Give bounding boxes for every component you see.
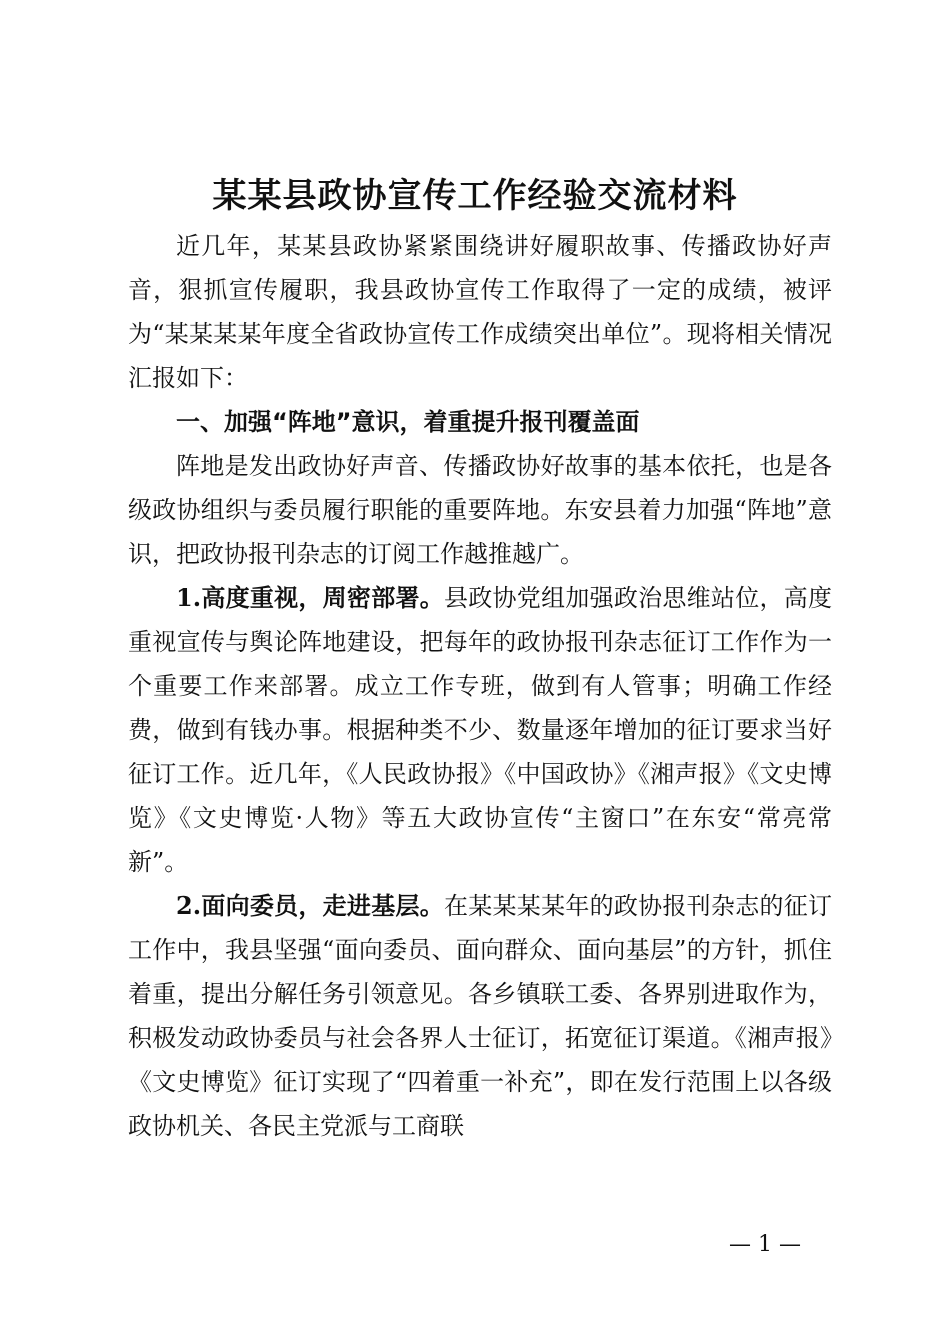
point-lead: 1.高度重视，周密部署。 [176, 583, 444, 612]
paragraph-text: 县政协党组加强政治思维站位，高度重视宣传与舆论阵地建设，把每年的政协报刊杂志征订工作作为一个重要工作来部署。成立工作专班，做到有人管事；明确工作经费，做到有钱办事。根据种类不少、数量逐年增加的征订要求当好征订工作。近几年，《人民政协报》《中国政协》《湘声报》《文史博览》《文史博览·人物》等五大政协宣传“主窗口”在东安“常亮常新”。 [128, 584, 833, 876]
paragraph-text: 近几年，某某县政协紧紧围绕讲好履职故事、传播政协好声音，狠抓宣传履职，我县政协宣传工作取得了一定的成绩，被评为“某某某某年度全省政协宣传工作成绩突出单位”。现将相关情况汇报如下： [128, 232, 832, 392]
document-title: 某某县政协宣传工作经验交流材料 [212, 176, 738, 216]
section-heading-text: 一、加强“阵地”意识，着重提升报刊覆盖面 [176, 408, 640, 436]
paragraph-intro [128, 224, 832, 400]
paragraph-point-1 [128, 576, 832, 884]
page-number: — 1 — [729, 1232, 801, 1257]
paragraph-text: 在某某某某年的政协报刊杂志的征订工作中，我县坚强“面向委员、面向群众、面向基层”的方针，抓住着重，提出分解任务引领意见。各乡镇联工委、各界别进取作为，积极发动政协委员与社会各界人士征订，拓宽征订渠道。《湘声报》《文史博览》征订实现了“四着重一补充”，即在发行范围上以各级政协机关、各民主党派与工商联 [128, 892, 833, 1140]
section-heading-1 [128, 400, 832, 444]
paragraph-text: 阵地是发出政协好声音、传播政协好故事的基本依托，也是各级政协组织与委员履行职能的重要阵地。东安县着力加强“阵地”意识，把政协报刊杂志的订阅工作越推越广。 [128, 452, 832, 568]
document-body [128, 224, 832, 1148]
paragraph-point-2 [128, 884, 832, 1148]
point-lead: 2.面向委员，走进基层。 [176, 891, 444, 920]
paragraph-section-intro [128, 444, 832, 576]
